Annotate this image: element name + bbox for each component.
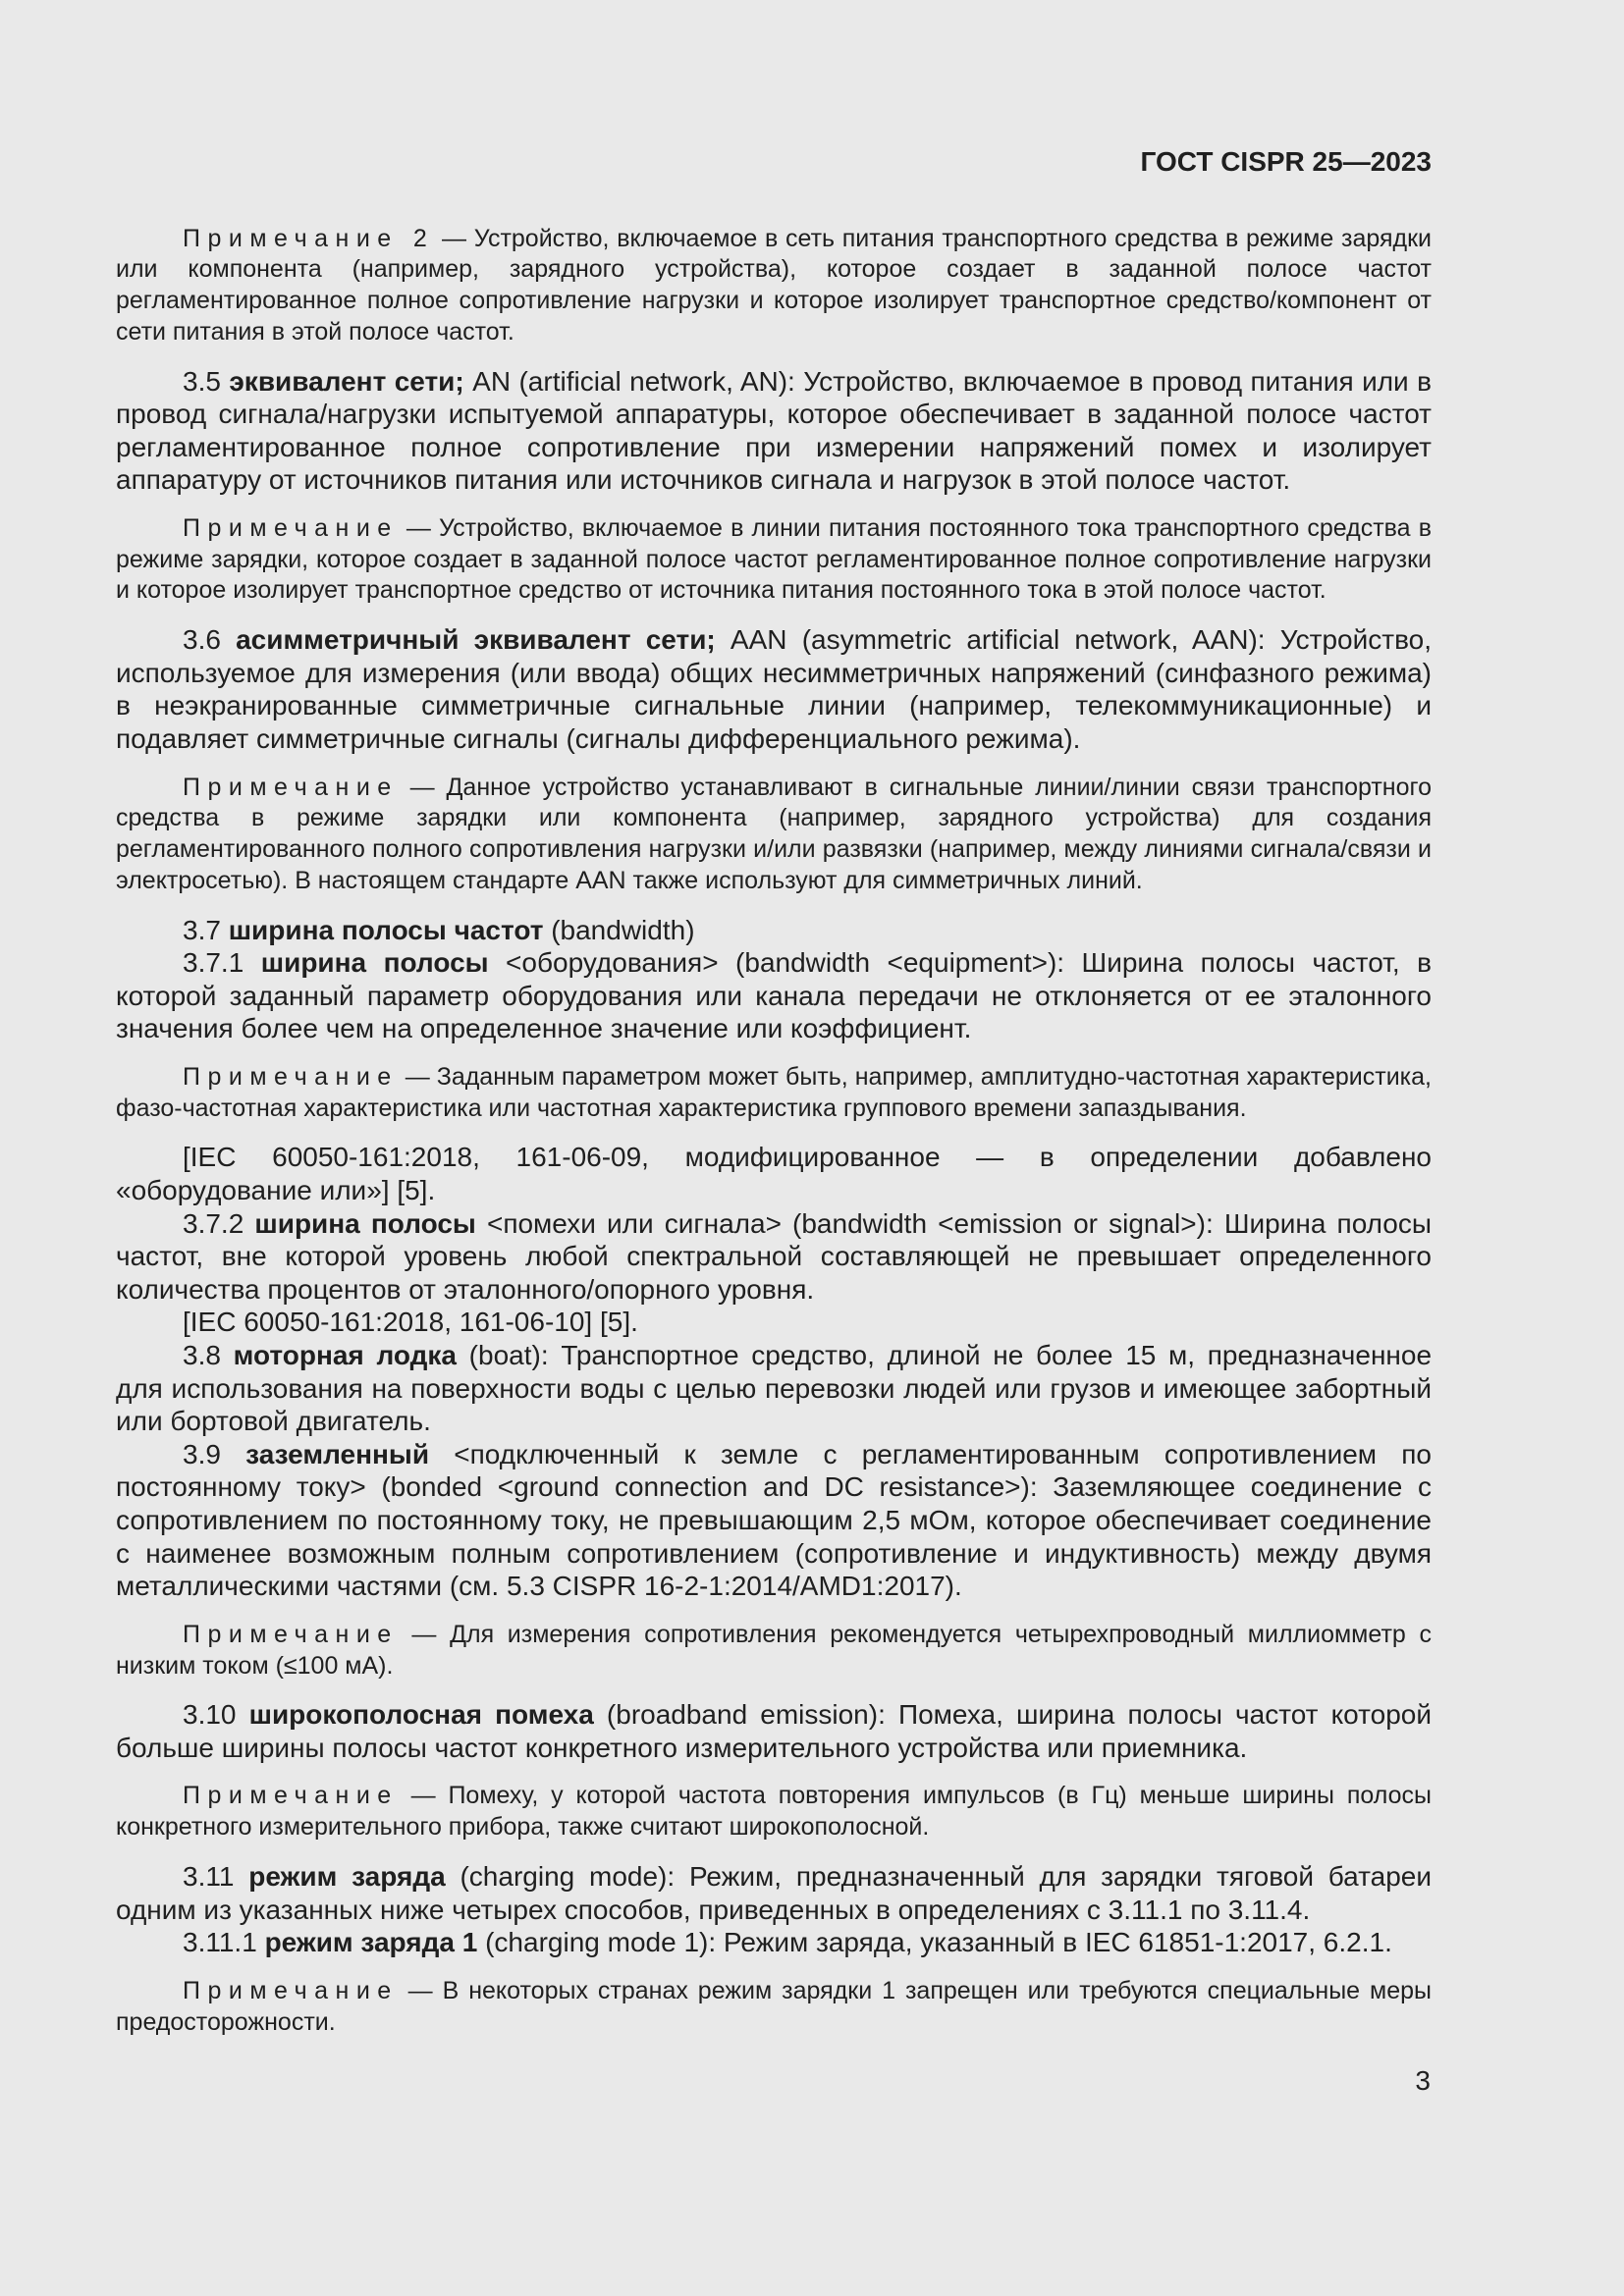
clause-number: 3.11.1 xyxy=(183,1927,265,1958)
note-label: Примечание xyxy=(183,773,399,801)
term: режим заряда xyxy=(248,1860,446,1892)
note-text: — Устройство, включаемое в сеть питания транспортного средства в режиме зарядки или компонента (например, зарядного устройства), которое создает в заданной полосе частот регламентированное полное сопротивление нагрузки и которое изолирует транспортное средство/компонент от сети питания в этой полосе частот. xyxy=(116,224,1432,346)
definition-3-8 xyxy=(116,1339,1432,1438)
definition-3-11-1 xyxy=(116,1926,1432,1959)
definition-text: (broadband emission): Помеха, ширина полосы частот которой больше ширины полосы частот конкретного измерительного устройства или приемника. xyxy=(116,1699,1433,1763)
note-text: — Данное устройство устанавливают в сигнальные линии/линии связи транспортного средства в режиме зарядки или компонента (например, зарядного устройства) для создания регламентированного полного сопротивления нагрузки и/или развязки (например, между линиями сигнала/связи и электросетью). В настоящем стандарте AAN также используют для симметричных линий. xyxy=(116,773,1432,894)
note-text: — Для измерения сопротивления рекомендуется четырехпроводный миллиомметр с низким током (≤100 мА). xyxy=(116,1620,1432,1680)
page-number: 3 xyxy=(1415,2065,1431,2096)
definition-3-9 xyxy=(116,1438,1432,1603)
definition-text: (bandwidth) xyxy=(543,914,695,945)
clause-number: 3.8 xyxy=(183,1340,234,1371)
note-2-general xyxy=(116,224,1432,348)
definition-text: (charging mode 1): Режим заряда, указанный в IEC 61851-1:2017, 6.2.1. xyxy=(477,1927,1392,1958)
note-after-3-10 xyxy=(116,1781,1432,1843)
note-after-3-11-1 xyxy=(116,1976,1432,2039)
note-after-3-5 xyxy=(116,513,1432,607)
definition-text: <оборудования> (bandwidth <equipment>): Ширина полосы частот, в которой заданный параметр оборудования или канала передачи не отклоняется от ее эталонного значения более чем на определенное значение или коэффициент. xyxy=(116,947,1433,1044)
note-label: Примечание 2 xyxy=(183,224,435,252)
term: ширина полосы xyxy=(260,947,489,979)
term: ширина полосы xyxy=(254,1207,476,1239)
standard-designation: ГОСТ CISPR 25—2023 xyxy=(1140,146,1432,177)
definition-text: (boat): Транспортное средство, длиной не более 15 м, предназначенное для использования на поверхности воды с целью перевозки людей или грузов и имеющее забортный или бортовой двигатель. xyxy=(116,1340,1433,1437)
definition-text: (charging mode): Режим, предназначенный для зарядки тяговой батареи одним из указанных ниже четырех способов, приведенных в определениях с 3.11.1 по 3.11.4. xyxy=(116,1860,1433,1925)
reference-iec-60050-161-06-10 xyxy=(116,1306,1432,1339)
definition-3-7-1 xyxy=(116,946,1432,1045)
reference-text: [IEC 60050-161:2018, 161-06-10] [5]. xyxy=(183,1307,638,1338)
reference-text: [IEC 60050-161:2018, 161-06-09, модифицированное — в определении добавлено «оборудование или»] [5]. xyxy=(116,1142,1432,1206)
note-text: — Заданным параметром может быть, например, амплитудно-частотная характеристика, фазо-частотная характеристика или частотная характеристика группового времени запаздывания. xyxy=(116,1062,1432,1122)
definition-text: AN (artificial network, AN): Устройство, включаемое в провод питания или в провод сигнала/нагрузки испытуемой аппаратуры, которое обеспечивает в заданной полосе частот регламентированное полное сопротивление при измерении напряжений помех и изолирует аппаратуру от источников питания или источников сигнала и нагрузок в этой полосе частот. xyxy=(116,365,1432,496)
definition-3-6 xyxy=(116,623,1432,755)
document-body xyxy=(116,145,1432,2055)
term: асимметричный эквивалент сети; xyxy=(236,624,716,656)
page-header xyxy=(116,145,1432,179)
note-text: — Устройство, включаемое в линии питания постоянного тока транспортного средства в режиме зарядки, которое создает в заданной полосе частот регламентированное полное сопротивление нагрузки и которое изолирует транспортное средство от источника питания постоянного тока в этой полосе частот. xyxy=(116,513,1432,605)
note-text: — В некоторых странах режим зарядки 1 запрещен или требуются специальные меры предосторожности. xyxy=(116,1976,1432,2036)
clause-number: 3.5 xyxy=(183,365,230,397)
definition-3-7 xyxy=(116,914,1432,947)
definition-text: AAN (asymmetric artificial network, AAN): Устройство, используемое для измерения (или ввода) общих несимметричных напряжений (синфазного режима) в неэкранированные симметричные сигнальные линии (например, телекоммуникационные) и подавляет симметричные сигналы (сигналы дифференциального режима). xyxy=(116,624,1432,754)
term: заземленный xyxy=(245,1438,430,1469)
clause-number: 3.11 xyxy=(183,1860,249,1892)
term: эквивалент сети; xyxy=(229,365,464,397)
term: ширина полосы частот xyxy=(228,914,544,945)
definition-3-11 xyxy=(116,1860,1432,1926)
note-after-3-9 xyxy=(116,1620,1432,1682)
reference-iec-60050-161-06-09 xyxy=(116,1141,1432,1206)
note-label: Примечание xyxy=(183,1782,399,1810)
definition-text: <помехи или сигнала> (bandwidth <emission or signal>): Ширина полосы частот, вне которой уровень любой спектральной составляющей не превышает определенного количества процентов от эталонного/опорного уровня. xyxy=(116,1207,1432,1305)
note-text: — Помеху, у которой частота повторения импульсов (в Гц) меньше ширины полосы конкретного измерительного прибора, также считают широкополосной. xyxy=(116,1782,1432,1842)
clause-number: 3.10 xyxy=(183,1699,249,1731)
definition-3-10 xyxy=(116,1698,1432,1764)
term: моторная лодка xyxy=(233,1340,457,1371)
clause-number: 3.7.1 xyxy=(183,947,261,979)
clause-number: 3.9 xyxy=(183,1438,246,1469)
definition-text: <подключенный к земле с регламентированным сопротивлением по постоянному току> (bonded <ground connection and DC resistance>): Заземляющее соединение с сопротивлением по постоянному току, не превышающим 2,5 мОм, которое обеспечивает соединение с наименее возможным полным сопротивлением (сопротивление и индуктивность) между двумя металлическими частями (см. 5.3 CISPR 16-2-1:2014/AMD1:2017). xyxy=(116,1438,1433,1602)
definition-3-5 xyxy=(116,365,1432,497)
definition-3-7-2 xyxy=(116,1207,1432,1307)
term: режим заряда 1 xyxy=(264,1927,478,1958)
note-label: Примечание xyxy=(183,1062,399,1091)
note-label: Примечание xyxy=(183,513,399,542)
clause-number: 3.7 xyxy=(183,914,229,945)
note-label: Примечание xyxy=(183,1976,399,2004)
clause-number: 3.6 xyxy=(183,624,237,656)
note-after-3-6 xyxy=(116,773,1432,897)
clause-number: 3.7.2 xyxy=(183,1207,255,1239)
note-label: Примечание xyxy=(183,1620,399,1648)
term: широкополосная помеха xyxy=(248,1699,594,1731)
note-after-3-7-1 xyxy=(116,1062,1432,1125)
